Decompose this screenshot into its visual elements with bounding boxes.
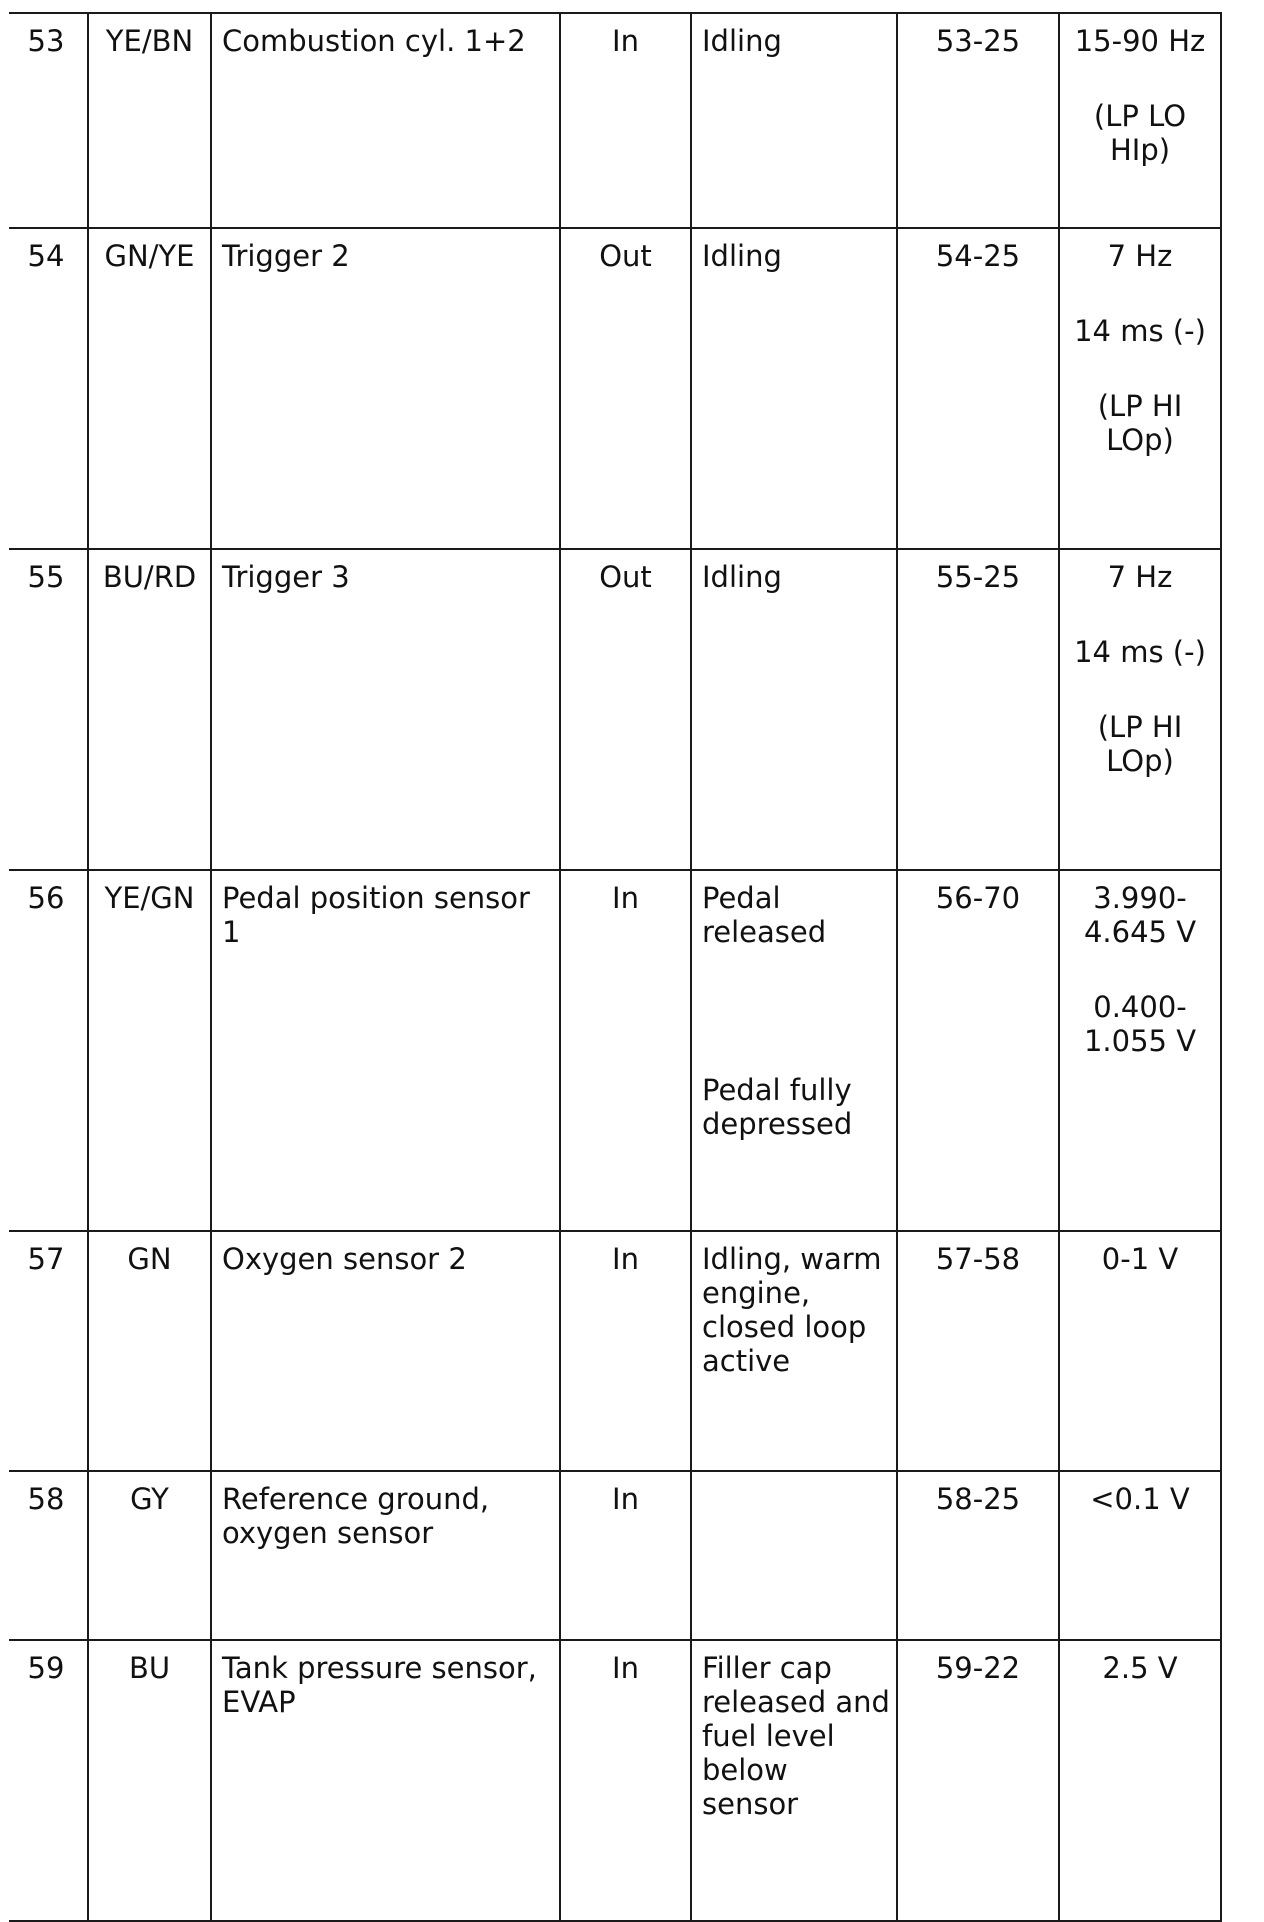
spec-line: (LP HI: [1097, 710, 1183, 744]
condition-line: below sensor: [702, 1753, 799, 1821]
condition-line: Idling: [702, 560, 782, 594]
component-description: Combustion cyl. 1+2: [211, 13, 560, 228]
wire-color: GY: [88, 1471, 211, 1640]
measuring-points: 56-70: [897, 870, 1059, 1231]
test-condition: [691, 549, 897, 870]
condition-line: released and: [702, 1685, 890, 1719]
condition-line: Pedal fully: [702, 1073, 852, 1107]
test-condition: [691, 1231, 897, 1471]
component-description: Trigger 2: [211, 228, 560, 549]
condition-line: active: [702, 1344, 791, 1378]
spec-line: 0.400-: [1093, 990, 1187, 1024]
specified-value: [1059, 549, 1221, 870]
specified-value: [1059, 870, 1221, 1231]
table-row: [9, 1640, 1221, 1921]
spec-line: 14 ms (-): [1074, 635, 1206, 669]
description-line: Tank pressure sensor,: [222, 1651, 537, 1685]
description-line: EVAP: [222, 1685, 296, 1719]
spec-line: 7 Hz: [1107, 560, 1173, 594]
pin-number: 56: [9, 870, 88, 1231]
specified-value: [1059, 228, 1221, 549]
pin-number: 59: [9, 1640, 88, 1921]
wire-color: BU: [88, 1640, 211, 1921]
spec-line: 7 Hz: [1107, 239, 1173, 273]
condition-line: Idling: [702, 239, 782, 273]
specified-value: [1059, 1471, 1221, 1640]
wire-color: GN/YE: [88, 228, 211, 549]
table-row: [9, 1471, 1221, 1640]
condition-line: closed loop: [702, 1310, 867, 1344]
signal-direction: In: [560, 1640, 691, 1921]
condition-line: released: [702, 915, 827, 949]
signal-direction: In: [560, 870, 691, 1231]
wire-color: YE/GN: [88, 870, 211, 1231]
condition-line: Idling, warm: [702, 1242, 882, 1276]
test-condition: [691, 1471, 897, 1640]
spec-line: 1.055 V: [1083, 1024, 1197, 1058]
component-description: Trigger 3: [211, 549, 560, 870]
description-line: Reference ground,: [222, 1482, 490, 1516]
pin-number: 58: [9, 1471, 88, 1640]
wire-color: YE/BN: [88, 13, 211, 228]
spec-line: (LP HI: [1097, 389, 1183, 423]
spec-line: 3.990-: [1093, 881, 1187, 915]
specified-value: [1059, 1231, 1221, 1471]
spec-line: LOp): [1106, 423, 1174, 457]
measuring-points: 55-25: [897, 549, 1059, 870]
specified-value: [1059, 1640, 1221, 1921]
pin-assignment-table: [9, 12, 1222, 1922]
measuring-points: 53-25: [897, 13, 1059, 228]
component-description: [211, 1640, 560, 1921]
wire-color: BU/RD: [88, 549, 211, 870]
condition-line: engine,: [702, 1276, 811, 1310]
pin-number: 57: [9, 1231, 88, 1471]
measuring-points: 59-22: [897, 1640, 1059, 1921]
description-line: oxygen sensor: [222, 1516, 434, 1550]
pin-number: 53: [9, 13, 88, 228]
spec-line: HIp): [1109, 133, 1171, 167]
measuring-points: 58-25: [897, 1471, 1059, 1640]
pin-number: 54: [9, 228, 88, 549]
signal-direction: Out: [560, 228, 691, 549]
condition-line: Filler cap: [702, 1651, 832, 1685]
spec-line: 14 ms (-): [1074, 314, 1206, 348]
specified-value: [1059, 13, 1221, 228]
test-condition: [691, 228, 897, 549]
table-row: [9, 1231, 1221, 1471]
signal-direction: In: [560, 1471, 691, 1640]
spec-line: 4.645 V: [1083, 915, 1197, 949]
spec-line: <0.1 V: [1090, 1482, 1190, 1516]
pin-number: 55: [9, 549, 88, 870]
condition-line: Idling: [702, 24, 782, 58]
signal-direction: In: [560, 13, 691, 228]
test-condition: [691, 870, 897, 1231]
table-row: [9, 870, 1221, 1231]
condition-line: fuel level: [702, 1719, 835, 1753]
spec-line: 2.5 V: [1102, 1651, 1178, 1685]
spec-line: 0-1 V: [1101, 1242, 1179, 1276]
condition-line: depressed: [702, 1107, 853, 1141]
spec-line: 15-90 Hz: [1074, 24, 1206, 58]
measuring-points: 57-58: [897, 1231, 1059, 1471]
component-description: Oxygen sensor 2: [211, 1231, 560, 1471]
signal-direction: In: [560, 1231, 691, 1471]
component-description: Pedal position sensor 1: [211, 870, 560, 1231]
test-condition: [691, 1640, 897, 1921]
condition-line: Pedal: [702, 881, 781, 915]
table-row: [9, 549, 1221, 870]
table-row: [9, 13, 1221, 228]
wire-color: GN: [88, 1231, 211, 1471]
test-condition: [691, 13, 897, 228]
table-row: [9, 228, 1221, 549]
measuring-points: 54-25: [897, 228, 1059, 549]
spec-line: (LP LO: [1093, 99, 1187, 133]
component-description: [211, 1471, 560, 1640]
spec-line: LOp): [1106, 744, 1174, 778]
signal-direction: Out: [560, 549, 691, 870]
